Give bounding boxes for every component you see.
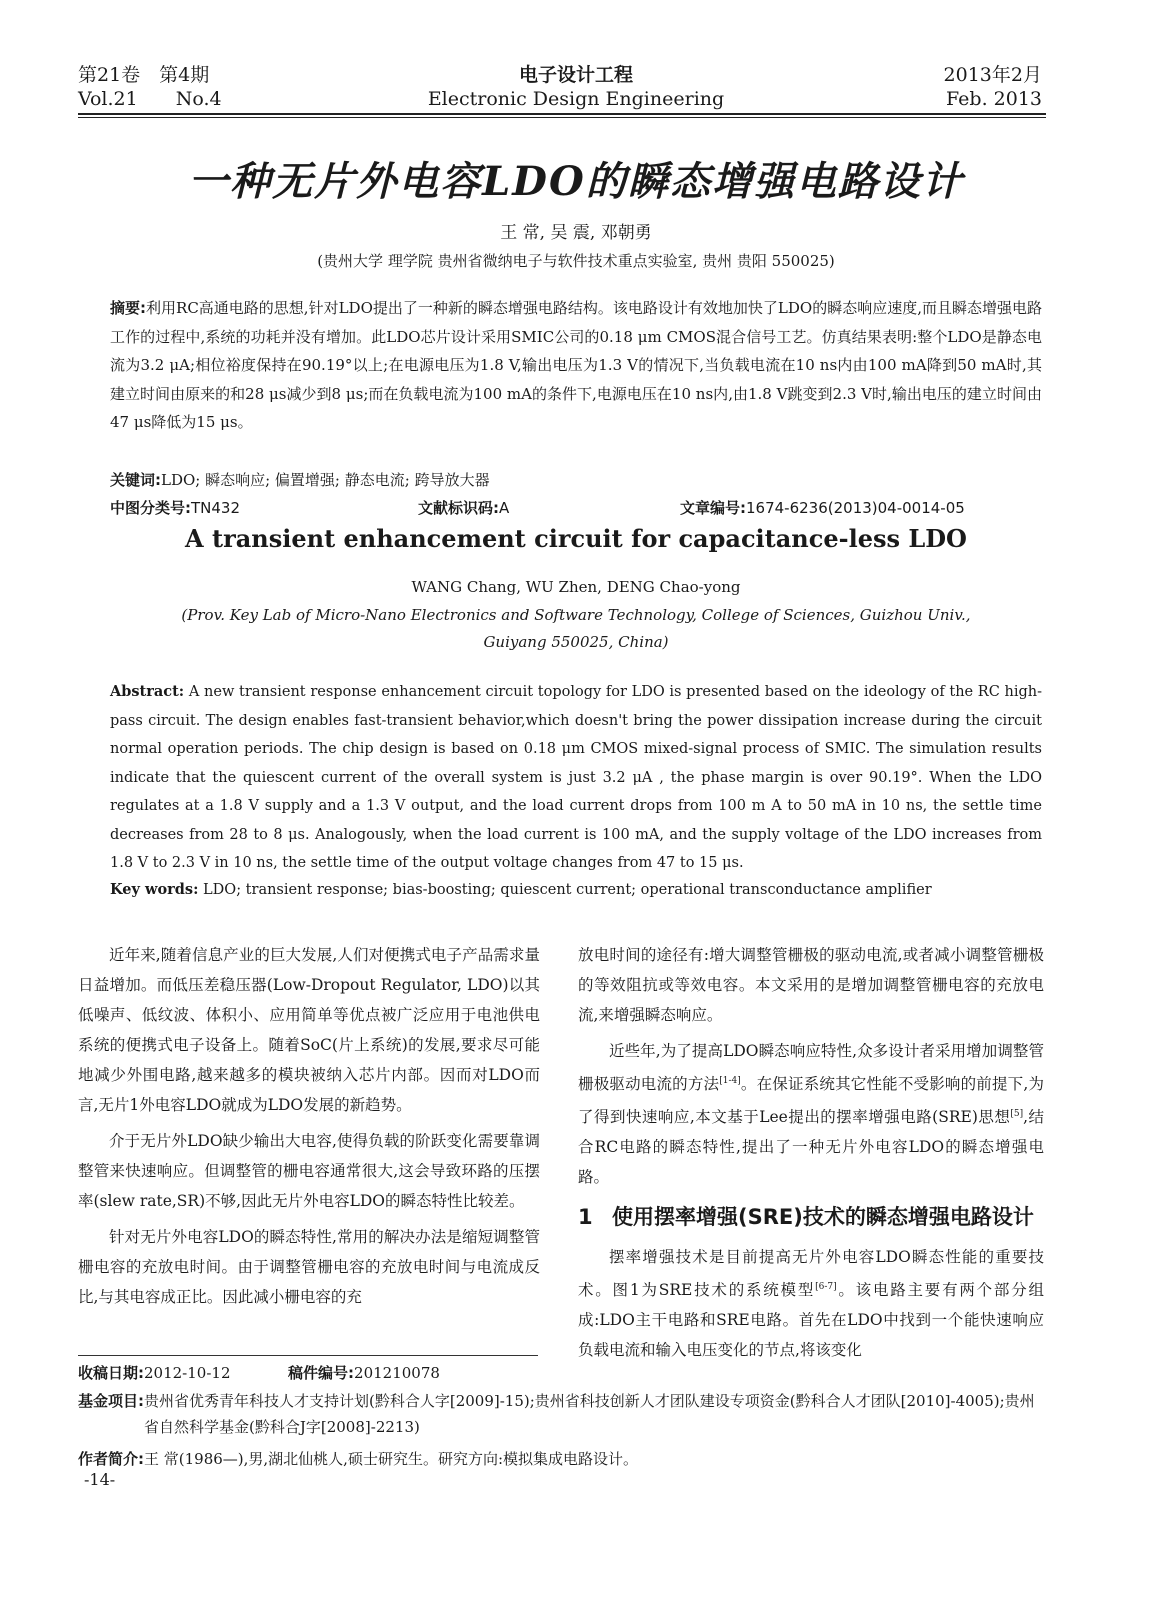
journal-name-cn: 电子设计工程 [518,64,633,86]
manuscript-value: 201210078 [354,1364,440,1382]
abstract-cn-label: 摘要: [110,299,147,317]
fund-text: 贵州省优秀青年科技人才支持计划(黔科合人字[2009]-15);贵州省科技创新人才团队建设专项资金(黔科合人才团队[2010]-4005);贵州省自然科学基金(黔科合J字[2008]-2213) [144,1392,1035,1436]
abstract-cn-text: 利用RC高通电路的思想,针对LDO提出了一种新的瞬态增强电路结构。该电路设计有效地加快了LDO的瞬态响应速度,而且瞬态增强电路工作的过程中,系统的功耗并没有增加。此LDO芯片设计采用SMIC公司的0.18 μm CMOS混合信号工艺。仿真结果表明:整个LDO是静态电流为3.2 μA;相位裕度保持在90.19°以上;在电源电压为1.8 V,输出电压为1.3 V的情况下,当负载电流在10 ns内由100 mA降到50 mA时,其建立时间由原来的和28 μs减少到8 μs;而在负载电流为100 mA的条件下,电源电压在10 ns内,由1.8 V跳变到2.3 V时,输出电压的建立时间由47 μs降低为15 μs。 [110,299,1043,431]
body-paragraph: 放电时间的途径有:增大调整管栅极的驱动电流,或者减小调整管栅极的等效阻抗或等效电容。本文采用的是增加调整管栅电容的充放电流,来增强瞬态响应。 [578,946,1044,1024]
article-number-value: 1674-6236(2013)04-0014-05 [746,499,965,517]
document-code [418,497,509,518]
fund-label: 基金项目: [78,1392,144,1410]
issue-date-cn: 2013年2月 [943,64,1042,86]
affiliation-cn: (贵州大学 理学院 贵州省微纳电子与软件技术重点实验室, 贵州 贵阳 550025) [317,252,835,270]
header-rule [78,113,1046,115]
abstract-cn [110,294,1042,437]
body-text: 。在保证系统其它性能不受影响的前提下,为了得到快速响应,本文基于Lee提出的摆率增强电路(SRE)思想 [578,1075,1044,1127]
authors-en: WANG Chang, WU Zhen, DENG Chao-yong [411,578,741,596]
article-number [680,497,965,518]
body-left-column [78,940,540,1318]
keywords-cn [110,466,1042,495]
page-number: -14- [84,1470,116,1489]
fund-info [78,1388,1046,1440]
citation: [5] [1010,1109,1024,1120]
header-rule-thin [78,117,1046,118]
body-paragraph: 介于无片外LDO缺少输出大电容,使得负载的阶跃变化需要靠调整管来快速响应。但调整管的栅电容通常很大,这会导致环路的压摆率(slew rate,SR)不够,因此无片外电容LDO的瞬态特性比较差。 [78,1132,540,1210]
abstract-en-label: Abstract: [110,683,185,700]
article-number-label: 文章编号: [680,499,746,517]
bio-text: 王 常(1986—),男,湖北仙桃人,硕士研究生。研究方向:模拟集成电路设计。 [144,1450,639,1468]
clc-value: TN432 [191,499,241,517]
body-text: 近些年,为了提高LDO瞬态响应特性,众多设计者采用增加调整管栅极驱动电流的方法 [578,1042,1044,1094]
abstract-en-text: A new transient response enhancement circuit topology for LDO is presented based on the ideology of the RC high-pass circuit. The design enables fast-transient behavior,which doesn't bring the power dissipation increase during the circuit normal operation periods. The chip design is based on 0.18 μm CMOS mixed-signal process of SMIC. The simulation results indicate that the quiescent current of the overall system is just 3.2 μA , the phase margin is over 90.19°. When the LDO regulates at a 1.8 V supply and a 1.3 V output, and the load current drops from 100 m A to 50 mA in 10 ns, the settle time decreases from 28 to 8 μs. Analogously, when the load current is 100 mA, and the supply voltage of the LDO increases from 1.8 V to 2.3 V in 10 ns, the settle time of the output voltage changes from 47 to 15 μs. [110,684,1043,871]
doc-code-value: A [499,499,510,517]
body-paragraph: 近年来,随着信息产业的巨大发展,人们对便携式电子产品需求量日益增加。而低压差稳压器(Low-Dropout Regulator, LDO)以其低噪声、低纹波、体积小、应用简单等优点被广泛应用于电池供电系统的便携式电子设备上。随着SoC(片上系统)的发展,要求尽可能地减少外围电路,越来越多的模块被纳入芯片内部。因而对LDO而言,无片1外电容LDO就成为LDO发展的新趋势。 [78,946,540,1114]
body-text: 。该电路主要有两个部分组成:LDO主干电路和SRE电路。首先在LDO中找到一个能快速响应负载电流和输入电压变化的节点,将该变化 [578,1281,1044,1360]
body-text: ,结合RC电路的瞬态特性,提出了一种无片外电容LDO的瞬态增强电路。 [578,1108,1045,1187]
footnote-rule [78,1355,538,1356]
body-text: 摆率增强技术是目前提高无片外电容LDO瞬态性能的重要技术。图1为SRE技术的系统模型 [578,1248,1044,1300]
received-value: 2012-10-12 [144,1364,231,1382]
keywords-en-text: LDO; transient response; bias-boosting; quiescent current; operational transconductance amplifier [203,882,932,898]
issue-date-en: Feb. 2013 [946,88,1042,110]
volume-issue-cn: 第21卷 第4期 [78,64,210,86]
clc-number [110,497,240,518]
paper-title-en: A transient enhancement circuit for capacitance-less LDO [185,524,967,553]
bio-label: 作者简介: [78,1450,144,1468]
body-paragraph [578,1242,1044,1365]
citation: [6-7] [815,1282,837,1293]
manuscript-label: 稿件编号: [288,1364,355,1382]
citation: [1-4] [719,1076,741,1086]
journal-name-en: Electronic Design Engineering [427,88,725,110]
body-right-column [578,940,1044,1371]
author-bio [78,1446,1046,1472]
keywords-cn-label: 关键词: [110,471,161,489]
body-paragraph: 针对无片外电容LDO的瞬态特性,常用的解决办法是缩短调整管栅电容的充放电时间。由于调整管栅电容的充放电时间与电流成反比,与其电容成正比。因此减小栅电容的充 [78,1228,540,1306]
affiliation-en-line2: Guiyang 550025, China) [483,633,669,651]
clc-label: 中图分类号: [110,499,191,517]
section-title: 使用摆率增强(SRE)技术的瞬态增强电路设计 [612,1205,1034,1230]
received-label: 收稿日期: [78,1364,144,1382]
section-number: 1 [578,1205,593,1230]
authors-cn: 王 常, 吴 震, 邓朝勇 [500,223,652,243]
affiliation-en-line1: (Prov. Key Lab of Micro-Nano Electronics and Software Technology, College of Sciences, Guizhou Univ., [181,606,971,624]
received-info [78,1360,1046,1386]
keywords-en-label: Key words: [110,881,199,898]
keywords-en [110,876,1042,905]
paper-title-cn: 一种无片外电容LDO的瞬态增强电路设计 [188,158,964,205]
doc-code-label: 文献标识码: [418,499,499,517]
volume-issue-en: Vol.21 No.4 [78,88,222,110]
keywords-cn-text: LDO; 瞬态响应; 偏置增强; 静态电流; 跨导放大器 [161,471,490,489]
body-paragraph [578,1036,1044,1192]
abstract-en [110,678,1042,878]
section-heading [578,1200,1044,1234]
